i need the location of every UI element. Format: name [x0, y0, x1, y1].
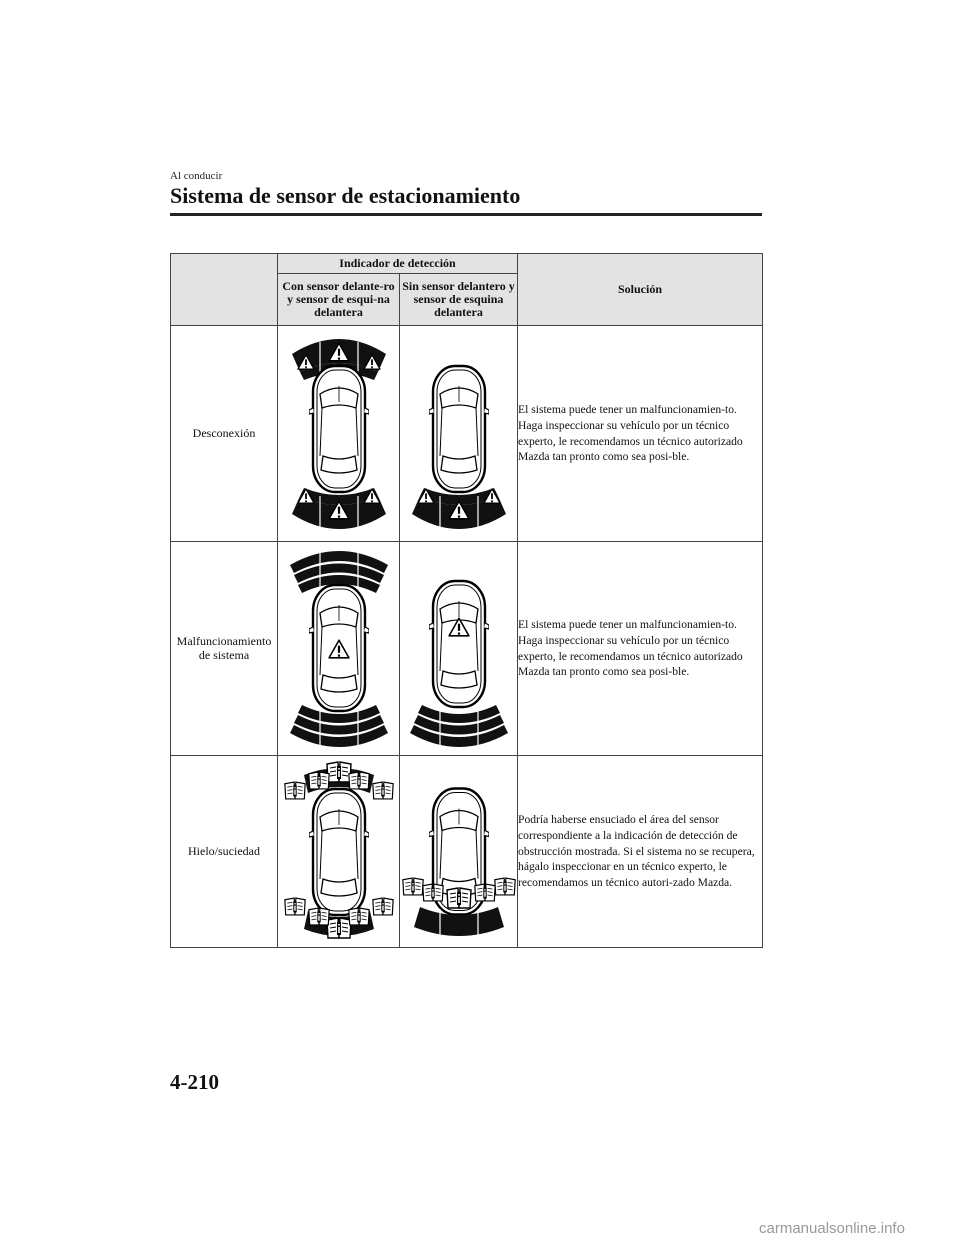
indicator-with-front-cell	[278, 326, 400, 542]
indicator-with-front-cell	[278, 756, 400, 948]
detection-indicator-table	[170, 253, 763, 948]
car-with-warning-and-arcs-icon	[280, 547, 398, 751]
without-front-sensor-header: Sin sensor delantero y sensor de esquina delantera	[400, 274, 518, 326]
condition-label: Hielo/suciedad	[171, 756, 278, 948]
solution-text: El sistema puede tener un malfuncionamien-to. Haga inspeccionar su vehículo por un técnico experto, le recomendamos un técnico autorizado Mazda tan pronto como sea posi-ble.	[518, 542, 763, 756]
car-with-warning-and-rear-arcs-icon	[400, 547, 518, 751]
solution-text: Podría haberse ensuciado el área del sensor correspondiente a la indicación de detección de obstrucción mostrada. Si el sistema no se recupera, hágalo inspeccionar en un técnico experto, le recomendamos un técnico autori-zado Mazda.	[518, 756, 763, 948]
with-front-sensor-header: Con sensor delante-ro y sensor de esqui-na delantera	[278, 274, 400, 326]
table-row	[171, 326, 763, 542]
indicator-without-front-cell	[400, 326, 518, 542]
indicator-header: Indicador de detección	[278, 254, 518, 274]
indicator-without-front-cell	[400, 756, 518, 948]
section-header: Al conducir	[170, 170, 223, 182]
page-number: 4-210	[170, 1070, 219, 1094]
indicator-with-front-cell	[278, 542, 400, 756]
table-row	[171, 756, 763, 948]
table-row	[171, 542, 763, 756]
car-with-rear-book-icons-icon	[400, 759, 518, 945]
page-title: Sistema de sensor de estacionamiento	[170, 183, 521, 208]
title-divider	[170, 213, 762, 216]
condition-label: Malfuncionamiento de sistema	[171, 542, 278, 756]
indicator-without-front-cell	[400, 542, 518, 756]
blank-header-cell	[171, 254, 278, 326]
solution-header: Solución	[518, 254, 763, 326]
car-with-rear-warnings-icon	[400, 332, 518, 536]
condition-label: Desconexión	[171, 326, 278, 542]
car-with-front-rear-warnings-icon	[280, 332, 398, 536]
car-with-book-icons-icon	[280, 759, 398, 945]
watermark: carmanualsonline.info	[759, 1220, 905, 1237]
solution-text: El sistema puede tener un malfuncionamien-to. Haga inspeccionar su vehículo por un técnico experto, le recomendamos un técnico autorizado Mazda tan pronto como sea posi-ble.	[518, 326, 763, 542]
